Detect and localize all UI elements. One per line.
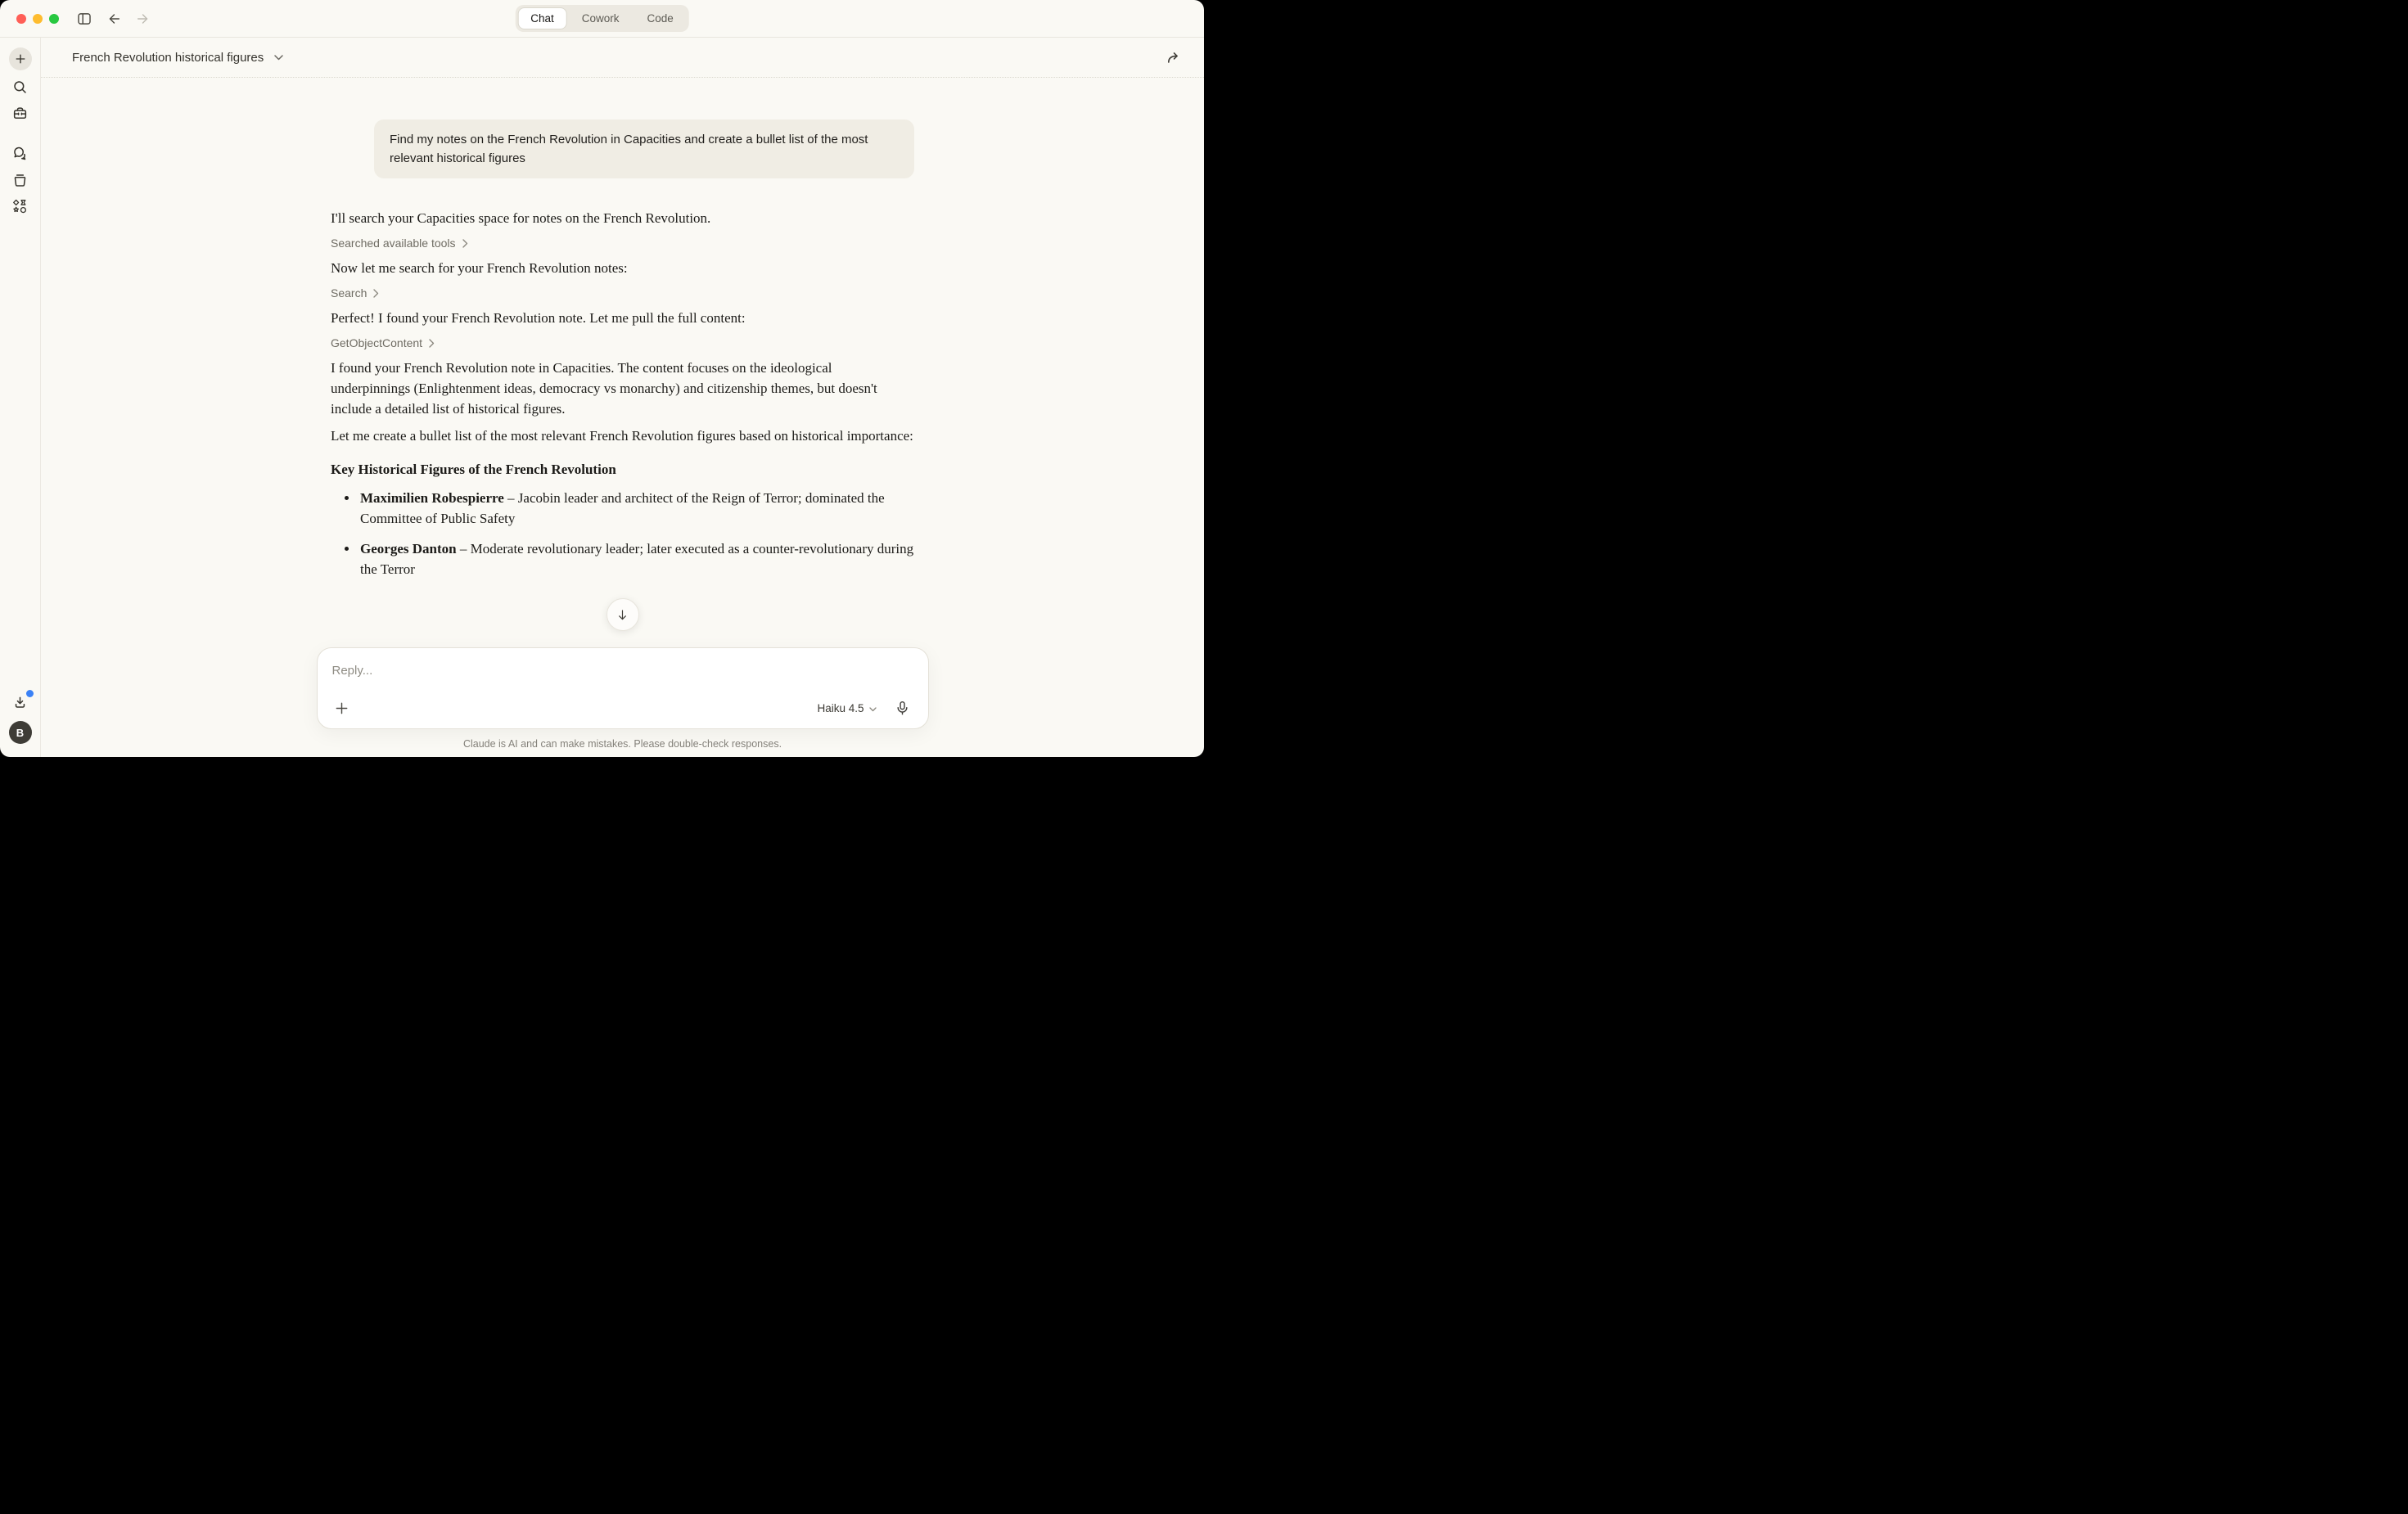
chevron-right-icon bbox=[429, 339, 435, 348]
forward-arrow-icon bbox=[136, 11, 151, 26]
zoom-window-button[interactable] bbox=[49, 14, 59, 24]
search-icon bbox=[12, 79, 28, 95]
account-avatar[interactable] bbox=[9, 721, 32, 744]
assistant-heading: Key Historical Figures of the French Revolution bbox=[331, 462, 616, 477]
tool-call-getobjectcontent[interactable]: GetObjectContent bbox=[331, 335, 435, 351]
back-button[interactable] bbox=[103, 8, 124, 29]
shapes-icon bbox=[12, 199, 28, 214]
back-arrow-icon bbox=[106, 11, 121, 26]
tab-chat[interactable]: Chat bbox=[517, 7, 567, 29]
conversation-header bbox=[41, 38, 1204, 78]
chevron-right-icon bbox=[462, 239, 468, 248]
tab-cowork[interactable]: Cowork bbox=[569, 7, 633, 29]
sidebar-toggle-icon bbox=[77, 11, 92, 26]
main-area bbox=[41, 38, 1204, 757]
figure-description: – Jacobin leader and architect of the Reign of Terror; dominated the Committee of Public Safety bbox=[360, 490, 885, 526]
user-message: Find my notes on the French Revolution in Capacities and create a bullet list of the most relevant historical figures bbox=[374, 119, 914, 178]
close-window-button[interactable] bbox=[16, 14, 26, 24]
notification-dot bbox=[26, 690, 34, 697]
window-controls bbox=[16, 14, 59, 24]
chat-bubbles-icon bbox=[12, 146, 28, 161]
list-item bbox=[358, 488, 914, 529]
dictation-button[interactable] bbox=[893, 699, 912, 718]
mode-tabs bbox=[515, 5, 689, 32]
arrow-down-icon bbox=[616, 608, 629, 622]
minimize-window-button[interactable] bbox=[33, 14, 43, 24]
new-chat-button[interactable] bbox=[9, 47, 32, 70]
share-button[interactable] bbox=[1161, 46, 1184, 69]
sidebar-item-search[interactable] bbox=[9, 75, 32, 98]
tool-call-searched-available-tools[interactable]: Searched available tools bbox=[331, 235, 468, 251]
tab-code[interactable]: Code bbox=[634, 7, 687, 29]
assistant-paragraph: Now let me search for your French Revolution notes: bbox=[331, 260, 628, 276]
assistant-paragraph: I found your French Revolution note in Capacities. The content focuses on the ideological underpinnings (Enlightenment ideas, democracy vs monarchy) and citizenship themes, but doesn't include a detailed list of historical figures. bbox=[331, 360, 877, 417]
list-item bbox=[358, 538, 914, 579]
figure-description: – Moderate revolutionary leader; later executed as a counter-revolutionary during the Terror bbox=[360, 541, 914, 577]
reply-input[interactable]: Reply... bbox=[331, 664, 373, 678]
download-icon bbox=[12, 695, 28, 710]
avatar-initial: B bbox=[16, 726, 25, 739]
sidebar bbox=[0, 38, 41, 757]
assistant-paragraph: Let me create a bullet list of the most relevant French Revolution figures based on historical importance: bbox=[331, 428, 913, 444]
window-titlebar bbox=[0, 0, 1204, 38]
attach-button[interactable] bbox=[332, 699, 351, 718]
disclaimer: Claude is AI and can make mistakes. Please double-check responses. bbox=[462, 738, 782, 750]
microphone-icon bbox=[895, 701, 910, 716]
share-icon bbox=[1165, 49, 1181, 65]
toggle-sidebar-button[interactable] bbox=[74, 8, 95, 29]
model-selector[interactable] bbox=[817, 702, 876, 714]
assistant-paragraph: Perfect! I found your French Revolution note. Let me pull the full content: bbox=[331, 310, 746, 326]
chevron-down-icon bbox=[274, 55, 283, 61]
sidebar-item-archive[interactable] bbox=[9, 169, 32, 192]
assistant-response bbox=[331, 208, 914, 579]
plus-icon bbox=[334, 701, 349, 716]
figure-name: Maximilien Robespierre bbox=[360, 490, 504, 506]
chevron-right-icon bbox=[373, 289, 379, 298]
forward-button[interactable] bbox=[133, 8, 154, 29]
scroll-to-bottom-button[interactable] bbox=[607, 598, 639, 631]
sidebar-item-connectors[interactable] bbox=[9, 195, 32, 218]
chevron-down-icon bbox=[869, 707, 877, 712]
sidebar-item-chats[interactable] bbox=[9, 142, 32, 164]
figure-name: Georges Danton bbox=[360, 541, 457, 556]
model-name: Haiku 4.5 bbox=[817, 702, 864, 714]
conversation-title: French Revolution historical figures bbox=[72, 50, 264, 65]
assistant-paragraph: I'll search your Capacities space for notes on the French Revolution. bbox=[331, 210, 711, 226]
figures-list bbox=[331, 488, 914, 579]
tool-call-search[interactable]: Search bbox=[331, 285, 379, 301]
sidebar-item-projects[interactable] bbox=[9, 101, 32, 124]
plus-icon bbox=[14, 52, 27, 65]
downloads-button[interactable] bbox=[9, 691, 32, 714]
reply-composer[interactable] bbox=[317, 647, 929, 729]
app-window bbox=[0, 0, 1204, 757]
toolbox-icon bbox=[12, 106, 28, 121]
conversation-title-menu[interactable] bbox=[72, 51, 283, 65]
basket-icon bbox=[12, 173, 28, 188]
